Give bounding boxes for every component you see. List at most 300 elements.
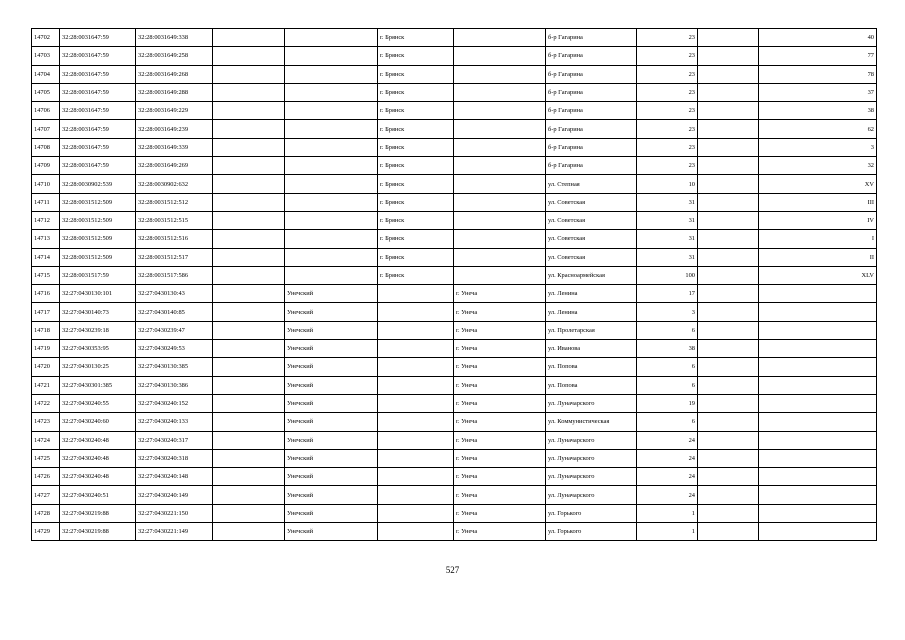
table-cell: Унечский: [285, 358, 378, 376]
table-cell: г. Унеча: [454, 468, 546, 486]
table-cell: 32:27:0430240:55: [60, 394, 136, 412]
table-cell: [213, 394, 285, 412]
table-cell: [698, 193, 759, 211]
table-cell: ул. Горького: [546, 523, 637, 541]
table-cell: 32:28:0031512:509: [60, 193, 136, 211]
table-cell: ул. Советская: [546, 230, 637, 248]
table-cell: [698, 321, 759, 339]
table-cell: ул. Луначарского: [546, 394, 637, 412]
table-cell: 24: [637, 449, 698, 467]
table-cell: 17: [637, 285, 698, 303]
table-cell: [378, 303, 454, 321]
table-row: [32, 449, 877, 467]
table-cell: ул. Луначарского: [546, 449, 637, 467]
table-cell: 78: [759, 65, 877, 83]
table-cell: 14702: [32, 29, 60, 47]
table-row: [32, 340, 877, 358]
table-cell: 32:27:0430240:51: [60, 486, 136, 504]
table-cell: 32:28:0030902:539: [60, 175, 136, 193]
table-cell: [213, 358, 285, 376]
page-number: 527: [445, 565, 460, 575]
table-cell: г. Унеча: [454, 486, 546, 504]
table-cell: 40: [759, 29, 877, 47]
table-cell: ул. Советская: [546, 248, 637, 266]
table-cell: 77: [759, 47, 877, 65]
table-cell: [285, 248, 378, 266]
table-cell: 32:27:0430301:385: [60, 376, 136, 394]
table-cell: 14703: [32, 47, 60, 65]
table-cell: [454, 29, 546, 47]
table-cell: [454, 248, 546, 266]
table-cell: Унечский: [285, 321, 378, 339]
table-cell: 23: [637, 47, 698, 65]
table-cell: ул. Ленина: [546, 303, 637, 321]
table-cell: б-р Гагарина: [546, 138, 637, 156]
table-cell: 32:28:0031512:516: [136, 230, 213, 248]
table-cell: 32:28:0031649:268: [136, 65, 213, 83]
table-cell: 32:27:0430130:385: [136, 358, 213, 376]
table-cell: [213, 504, 285, 522]
table-cell: ул. Попова: [546, 376, 637, 394]
table-cell: [759, 413, 877, 431]
table-cell: 32:27:0430221:150: [136, 504, 213, 522]
table-cell: [698, 303, 759, 321]
table-cell: ул. Коммунистическая: [546, 413, 637, 431]
table-cell: 19: [637, 394, 698, 412]
table-cell: III: [759, 193, 877, 211]
table-cell: 32:28:0031647:59: [60, 102, 136, 120]
table-cell: 32:27:0430221:149: [136, 523, 213, 541]
table-cell: 14719: [32, 340, 60, 358]
table-cell: 62: [759, 120, 877, 138]
table-row: [32, 285, 877, 303]
table-row: [32, 431, 877, 449]
table-cell: [213, 413, 285, 431]
table-row: [32, 376, 877, 394]
table-cell: [285, 266, 378, 284]
table-cell: [698, 157, 759, 175]
table-row: [32, 211, 877, 229]
table-cell: 14714: [32, 248, 60, 266]
table-cell: [378, 504, 454, 522]
table-cell: 24: [637, 431, 698, 449]
table-cell: г. Брянск: [378, 102, 454, 120]
table-cell: [698, 394, 759, 412]
table-cell: [285, 29, 378, 47]
table-cell: [698, 523, 759, 541]
table-cell: 32:28:0031649:258: [136, 47, 213, 65]
table-cell: ул. Советская: [546, 211, 637, 229]
table-cell: 6: [637, 413, 698, 431]
table-cell: 32:28:0031647:59: [60, 157, 136, 175]
table-cell: [213, 193, 285, 211]
table-cell: Унечский: [285, 431, 378, 449]
table-cell: 32:28:0031512:509: [60, 230, 136, 248]
table-cell: 32:27:0430240:149: [136, 486, 213, 504]
table-cell: [378, 449, 454, 467]
table-cell: г. Брянск: [378, 65, 454, 83]
table-cell: [378, 413, 454, 431]
table-cell: 6: [637, 321, 698, 339]
table-cell: г. Брянск: [378, 120, 454, 138]
table-row: [32, 102, 877, 120]
table-cell: [213, 340, 285, 358]
table-cell: 32:27:0430240:48: [60, 431, 136, 449]
table-cell: 32:28:0031647:59: [60, 138, 136, 156]
table-cell: б-р Гагарина: [546, 120, 637, 138]
table-row: [32, 47, 877, 65]
table-cell: 32:27:0430240:133: [136, 413, 213, 431]
table-row: [32, 83, 877, 101]
table-cell: Унечский: [285, 376, 378, 394]
table-cell: 32:27:0430140:85: [136, 303, 213, 321]
table-cell: 14711: [32, 193, 60, 211]
table-cell: Унечский: [285, 303, 378, 321]
table-cell: Унечский: [285, 523, 378, 541]
table-cell: ул. Луначарского: [546, 431, 637, 449]
table-cell: 3: [759, 138, 877, 156]
table-cell: 31: [637, 193, 698, 211]
table-cell: 32:28:0031649:338: [136, 29, 213, 47]
table-row: [32, 486, 877, 504]
table-cell: 32:28:0031649:239: [136, 120, 213, 138]
table-cell: б-р Гагарина: [546, 102, 637, 120]
table-cell: 32:28:0031512:509: [60, 248, 136, 266]
table-row: [32, 303, 877, 321]
table-cell: 32:28:0031512:517: [136, 248, 213, 266]
table-cell: ул. Ленина: [546, 285, 637, 303]
table-cell: [698, 468, 759, 486]
table-cell: г. Унеча: [454, 413, 546, 431]
table-cell: [698, 358, 759, 376]
table-cell: 32:28:0031517:586: [136, 266, 213, 284]
table-cell: 32:28:0030902:632: [136, 175, 213, 193]
table-cell: г. Унеча: [454, 523, 546, 541]
table-cell: ул. Советская: [546, 193, 637, 211]
table-cell: 32:27:0430130:386: [136, 376, 213, 394]
table-cell: [759, 376, 877, 394]
table-cell: [759, 486, 877, 504]
table-cell: 23: [637, 157, 698, 175]
table-cell: 31: [637, 248, 698, 266]
table-cell: [213, 431, 285, 449]
table-cell: [285, 120, 378, 138]
table-row: [32, 65, 877, 83]
table-cell: ул. Попова: [546, 358, 637, 376]
table-cell: г. Брянск: [378, 29, 454, 47]
table-cell: [213, 230, 285, 248]
table-cell: [213, 157, 285, 175]
table-cell: 14713: [32, 230, 60, 248]
table-cell: [285, 175, 378, 193]
table-cell: [759, 285, 877, 303]
table-cell: [378, 394, 454, 412]
table-cell: [378, 340, 454, 358]
table-cell: 32:28:0031649:229: [136, 102, 213, 120]
table-cell: 24: [637, 468, 698, 486]
table-cell: г. Брянск: [378, 47, 454, 65]
table-cell: [378, 431, 454, 449]
table-cell: [759, 468, 877, 486]
table-cell: Унечский: [285, 285, 378, 303]
table-cell: [698, 431, 759, 449]
table-cell: ул. Горького: [546, 504, 637, 522]
table-cell: 37: [759, 83, 877, 101]
table-cell: 32:27:0430240:152: [136, 394, 213, 412]
table-cell: г. Брянск: [378, 175, 454, 193]
table-cell: 100: [637, 266, 698, 284]
table-cell: [698, 449, 759, 467]
table-cell: 32:27:0430140:73: [60, 303, 136, 321]
table-cell: 14728: [32, 504, 60, 522]
table-row: [32, 358, 877, 376]
table-cell: 14707: [32, 120, 60, 138]
table-row: [32, 504, 877, 522]
table-cell: 14720: [32, 358, 60, 376]
table-cell: [698, 230, 759, 248]
table-row: [32, 321, 877, 339]
table-cell: [759, 321, 877, 339]
table-cell: 24: [637, 486, 698, 504]
table-cell: 14729: [32, 523, 60, 541]
table-cell: [213, 303, 285, 321]
table-cell: 32:27:0430130:101: [60, 285, 136, 303]
table-body: [32, 29, 877, 541]
table-cell: [698, 83, 759, 101]
table-cell: [285, 193, 378, 211]
table-cell: Унечский: [285, 504, 378, 522]
table-cell: 14717: [32, 303, 60, 321]
table-cell: 32:27:0430219:88: [60, 523, 136, 541]
table-cell: г. Унеча: [454, 340, 546, 358]
table-row: [32, 157, 877, 175]
table-cell: 32:28:0031649:339: [136, 138, 213, 156]
table-cell: 32:27:0430219:88: [60, 504, 136, 522]
table-cell: б-р Гагарина: [546, 157, 637, 175]
table-cell: [213, 138, 285, 156]
table-cell: [378, 523, 454, 541]
table-cell: г. Брянск: [378, 138, 454, 156]
table-cell: 31: [637, 230, 698, 248]
table-cell: [698, 102, 759, 120]
table-cell: г. Унеча: [454, 431, 546, 449]
table-cell: [698, 248, 759, 266]
table-row: [32, 193, 877, 211]
table-cell: ул. Степная: [546, 175, 637, 193]
table-cell: [213, 29, 285, 47]
table-cell: [213, 266, 285, 284]
table-cell: 6: [637, 358, 698, 376]
table-cell: ул. Иванова: [546, 340, 637, 358]
table-cell: г. Унеча: [454, 358, 546, 376]
table-row: [32, 29, 877, 47]
table-cell: [213, 65, 285, 83]
table-cell: 1: [637, 504, 698, 522]
table-cell: [698, 120, 759, 138]
table-cell: [213, 102, 285, 120]
table-cell: 14725: [32, 449, 60, 467]
table-cell: [285, 83, 378, 101]
table-cell: б-р Гагарина: [546, 29, 637, 47]
table-cell: 14709: [32, 157, 60, 175]
table-cell: [213, 47, 285, 65]
table-cell: 14724: [32, 431, 60, 449]
table-cell: [454, 83, 546, 101]
table-cell: 14727: [32, 486, 60, 504]
table-cell: 23: [637, 120, 698, 138]
table-cell: ул. Луначарского: [546, 486, 637, 504]
table-cell: [698, 138, 759, 156]
table-row: [32, 175, 877, 193]
table-cell: I: [759, 230, 877, 248]
table-row: [32, 468, 877, 486]
table-cell: 32:27:0430239:18: [60, 321, 136, 339]
table-cell: [213, 376, 285, 394]
table-cell: 32: [759, 157, 877, 175]
table-row: [32, 523, 877, 541]
table-cell: [213, 321, 285, 339]
table-cell: [285, 138, 378, 156]
table-cell: г. Унеча: [454, 449, 546, 467]
table-cell: 38: [759, 102, 877, 120]
table-cell: 32:28:0031647:59: [60, 120, 136, 138]
table-cell: [698, 211, 759, 229]
table-cell: XV: [759, 175, 877, 193]
table-cell: 32:28:0031649:288: [136, 83, 213, 101]
table-cell: [759, 504, 877, 522]
table-cell: [759, 431, 877, 449]
table-cell: 23: [637, 102, 698, 120]
table-cell: [454, 138, 546, 156]
table-cell: 32:27:0430130:25: [60, 358, 136, 376]
table-cell: [698, 486, 759, 504]
table-cell: 14710: [32, 175, 60, 193]
table-cell: [285, 102, 378, 120]
table-cell: [285, 65, 378, 83]
table-cell: [378, 285, 454, 303]
table-cell: 14722: [32, 394, 60, 412]
table-row: [32, 248, 877, 266]
table-cell: 10: [637, 175, 698, 193]
table-cell: 14718: [32, 321, 60, 339]
table-cell: [698, 65, 759, 83]
table-cell: [213, 248, 285, 266]
table-cell: г. Унеча: [454, 303, 546, 321]
table-cell: г. Брянск: [378, 83, 454, 101]
table-cell: [759, 394, 877, 412]
table-cell: г. Брянск: [378, 230, 454, 248]
table-cell: 32:27:0430240:48: [60, 468, 136, 486]
table-cell: ул. Луначарского: [546, 468, 637, 486]
table-row: [32, 394, 877, 412]
table-cell: 32:28:0031512:515: [136, 211, 213, 229]
table-cell: [285, 47, 378, 65]
table-cell: [213, 449, 285, 467]
table-cell: 14706: [32, 102, 60, 120]
table-cell: [378, 468, 454, 486]
table-cell: [698, 175, 759, 193]
table-cell: 32:28:0031649:269: [136, 157, 213, 175]
table-cell: XLV: [759, 266, 877, 284]
table-row: [32, 230, 877, 248]
table-cell: II: [759, 248, 877, 266]
table-cell: [213, 120, 285, 138]
table-cell: г. Брянск: [378, 157, 454, 175]
table-cell: [698, 47, 759, 65]
table-cell: 38: [637, 340, 698, 358]
table-cell: [378, 486, 454, 504]
table-cell: 14704: [32, 65, 60, 83]
table-cell: 14708: [32, 138, 60, 156]
table-cell: б-р Гагарина: [546, 47, 637, 65]
table-cell: Унечский: [285, 468, 378, 486]
table-cell: 23: [637, 138, 698, 156]
table-cell: 14721: [32, 376, 60, 394]
table-cell: [698, 376, 759, 394]
table-cell: г. Унеча: [454, 394, 546, 412]
table-cell: [213, 486, 285, 504]
table-cell: [698, 504, 759, 522]
table-cell: [759, 449, 877, 467]
table-cell: 32:28:0031512:509: [60, 211, 136, 229]
table-cell: [454, 266, 546, 284]
table-cell: [454, 193, 546, 211]
table-cell: [698, 340, 759, 358]
table-cell: 23: [637, 83, 698, 101]
table-cell: [454, 120, 546, 138]
table-cell: г. Брянск: [378, 211, 454, 229]
table-cell: г. Унеча: [454, 285, 546, 303]
table-cell: [454, 47, 546, 65]
table-cell: 32:27:0430240:148: [136, 468, 213, 486]
table-cell: 32:27:0430240:317: [136, 431, 213, 449]
table-cell: 31: [637, 211, 698, 229]
table-cell: 23: [637, 29, 698, 47]
table-cell: 32:28:0031517:59: [60, 266, 136, 284]
table-cell: 14705: [32, 83, 60, 101]
table-cell: [378, 376, 454, 394]
table-cell: Унечский: [285, 413, 378, 431]
table-cell: 32:28:0031512:512: [136, 193, 213, 211]
table-cell: [698, 413, 759, 431]
table-cell: 32:28:0031647:59: [60, 29, 136, 47]
table-cell: г. Брянск: [378, 266, 454, 284]
table-cell: [213, 468, 285, 486]
table-cell: Унечский: [285, 340, 378, 358]
table-cell: [698, 29, 759, 47]
table-cell: ул. Красноармейская: [546, 266, 637, 284]
table-cell: [213, 175, 285, 193]
table-cell: [759, 303, 877, 321]
table-cell: [454, 175, 546, 193]
table-row: [32, 138, 877, 156]
table-cell: 14716: [32, 285, 60, 303]
table-cell: 32:27:0430249:53: [136, 340, 213, 358]
table-cell: 32:27:0430240:318: [136, 449, 213, 467]
table-cell: 32:27:0430130:43: [136, 285, 213, 303]
table-cell: г. Унеча: [454, 321, 546, 339]
table-cell: 23: [637, 65, 698, 83]
table-cell: 32:27:0430353:95: [60, 340, 136, 358]
table-cell: 1: [637, 523, 698, 541]
table-cell: 32:27:0430239:47: [136, 321, 213, 339]
table-cell: 32:28:0031647:59: [60, 83, 136, 101]
table-cell: [454, 230, 546, 248]
table-cell: 14723: [32, 413, 60, 431]
table-cell: IV: [759, 211, 877, 229]
table-cell: Унечский: [285, 449, 378, 467]
table-cell: г. Унеча: [454, 376, 546, 394]
